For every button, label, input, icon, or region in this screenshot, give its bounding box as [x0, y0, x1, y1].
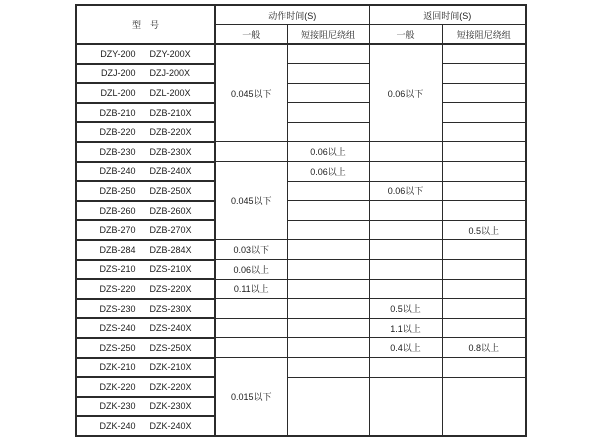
model-cell — [76, 318, 215, 338]
model-cell — [76, 103, 215, 123]
value-cell-action-general: 0.045以下 — [215, 44, 287, 142]
value-cell-action-damping — [287, 318, 369, 338]
model-cell — [76, 377, 215, 397]
table-row — [76, 377, 526, 397]
value-cell-return-general — [369, 279, 442, 299]
model-name-x-variant: DZJ-200X — [149, 68, 191, 79]
model-name-x-variant: DZS-240X — [149, 323, 192, 334]
model-name: DZK-220 — [99, 381, 136, 392]
table-row — [76, 318, 526, 338]
value-cell-return-general — [369, 377, 442, 436]
value-cell-return-damping: 0.5以上 — [442, 220, 526, 240]
model-name-x-variant: DZB-220X — [149, 127, 192, 138]
table-row — [76, 240, 526, 260]
model-name-x-variant: DZS-220X — [149, 283, 192, 294]
value-cell-return-damping — [442, 377, 526, 436]
table-row — [76, 358, 526, 378]
value-cell-return-general — [369, 240, 442, 260]
table-row — [76, 142, 526, 162]
model-name-x-variant: DZS-250X — [149, 342, 192, 353]
value-cell-action-damping: 0.06以上 — [287, 142, 369, 162]
value-cell-return-general: 0.06以下 — [369, 181, 442, 201]
value-cell-action-general — [215, 318, 287, 338]
table-row — [76, 201, 526, 221]
table-row — [76, 279, 526, 299]
value-cell-action-damping — [287, 240, 369, 260]
model-name-x-variant: DZB-270X — [149, 225, 192, 236]
value-cell-return-damping — [442, 103, 526, 123]
model-cell — [76, 201, 215, 221]
value-cell-action-general: 0.045以下 — [215, 162, 287, 240]
value-cell-action-damping — [287, 181, 369, 201]
table-row — [76, 299, 526, 319]
value-cell-action-damping — [287, 220, 369, 240]
value-cell-return-damping — [442, 83, 526, 103]
table-header — [76, 5, 526, 44]
header-return-damping: 短接阻尼绕组 — [442, 25, 526, 45]
model-name: DZS-250 — [99, 342, 136, 353]
header-action-general: 一般 — [215, 25, 287, 45]
value-cell-action-damping — [287, 299, 369, 319]
value-cell-action-damping — [287, 377, 369, 436]
model-cell — [76, 122, 215, 142]
value-cell-return-damping: 0.8以上 — [442, 338, 526, 358]
value-cell-return-damping — [442, 142, 526, 162]
value-cell-return-damping — [442, 260, 526, 280]
value-cell-return-damping — [442, 299, 526, 319]
table-row — [76, 162, 526, 182]
model-name: DZB-220 — [99, 127, 136, 138]
table-row — [76, 122, 526, 142]
header-return-general: 一般 — [369, 25, 442, 45]
value-cell-return-damping — [442, 64, 526, 84]
value-cell-action-damping — [287, 338, 369, 358]
model-cell — [76, 181, 215, 201]
model-name: DZB-260 — [99, 205, 136, 216]
value-cell-return-general — [369, 260, 442, 280]
model-name-x-variant: DZB-230X — [149, 146, 192, 157]
value-cell-action-damping — [287, 279, 369, 299]
model-cell — [76, 142, 215, 162]
value-cell-return-general — [369, 220, 442, 240]
model-name: DZS-230 — [99, 303, 136, 314]
model-name-x-variant: DZB-284X — [149, 244, 192, 255]
model-name: DZY-200 — [100, 48, 136, 59]
value-cell-return-general — [369, 201, 442, 221]
header-return-time: 返回时间(S) — [369, 5, 526, 25]
value-cell-return-general: 0.4以上 — [369, 338, 442, 358]
value-cell-action-damping: 0.06以上 — [287, 162, 369, 182]
model-name-x-variant: DZS-210X — [149, 264, 192, 275]
model-cell — [76, 416, 215, 436]
model-name-x-variant: DZB-260X — [149, 205, 192, 216]
model-cell — [76, 162, 215, 182]
model-name: DZB-240 — [99, 166, 136, 177]
value-cell-return-general: 0.06以下 — [369, 44, 442, 142]
model-cell — [76, 44, 215, 64]
table-row — [76, 338, 526, 358]
table-body — [76, 44, 526, 436]
value-cell-return-general — [369, 142, 442, 162]
model-cell — [76, 240, 215, 260]
model-cell — [76, 358, 215, 378]
table-row — [76, 260, 526, 280]
model-name: DZB-230 — [99, 146, 136, 157]
value-cell-return-damping — [442, 201, 526, 221]
value-cell-action-damping — [287, 358, 369, 378]
value-cell-action-general — [215, 142, 287, 162]
value-cell-action-general: 0.03以下 — [215, 240, 287, 260]
value-cell-return-damping — [442, 162, 526, 182]
model-cell — [76, 338, 215, 358]
value-cell-return-damping — [442, 358, 526, 378]
relay-spec-table-wrap — [75, 4, 527, 437]
model-name: DZJ-200 — [100, 68, 136, 79]
model-name-x-variant: DZK-220X — [149, 381, 192, 392]
model-name-x-variant: DZB-240X — [149, 166, 192, 177]
table-row — [76, 83, 526, 103]
value-cell-return-damping — [442, 122, 526, 142]
value-cell-action-general: 0.015以下 — [215, 358, 287, 436]
value-cell-return-general — [369, 162, 442, 182]
table-row — [76, 64, 526, 84]
model-cell — [76, 299, 215, 319]
model-name-x-variant: DZL-200X — [149, 87, 191, 98]
value-cell-action-general: 0.06以上 — [215, 260, 287, 280]
table-row — [76, 220, 526, 240]
model-name-x-variant: DZB-210X — [149, 107, 192, 118]
value-cell-action-damping — [287, 44, 369, 64]
value-cell-return-damping — [442, 318, 526, 338]
value-cell-action-general — [215, 299, 287, 319]
value-cell-action-damping — [287, 260, 369, 280]
value-cell-return-general — [369, 358, 442, 378]
value-cell-action-damping — [287, 201, 369, 221]
value-cell-action-damping — [287, 64, 369, 84]
relay-spec-table — [75, 4, 527, 437]
model-cell — [76, 260, 215, 280]
value-cell-return-general: 1.1以上 — [369, 318, 442, 338]
model-name-x-variant: DZK-210X — [149, 362, 192, 373]
value-cell-action-damping — [287, 103, 369, 123]
model-cell — [76, 220, 215, 240]
value-cell-return-damping — [442, 279, 526, 299]
table-row — [76, 103, 526, 123]
model-name-x-variant: DZK-230X — [149, 401, 192, 412]
model-name: DZK-230 — [99, 401, 136, 412]
model-name: DZK-210 — [99, 362, 136, 373]
header-row-groups — [76, 5, 526, 25]
value-cell-return-damping — [442, 181, 526, 201]
model-name-x-variant: DZB-250X — [149, 185, 192, 196]
model-cell — [76, 64, 215, 84]
model-name: DZB-270 — [99, 225, 136, 236]
header-action-damping: 短接阻尼绕组 — [287, 25, 369, 45]
value-cell-return-damping — [442, 240, 526, 260]
header-action-time: 动作时间(S) — [215, 5, 369, 25]
table-row — [76, 44, 526, 64]
value-cell-action-general — [215, 338, 287, 358]
model-name-x-variant: DZS-230X — [149, 303, 192, 314]
value-cell-return-damping — [442, 44, 526, 64]
model-name: DZS-220 — [99, 283, 136, 294]
value-cell-action-damping — [287, 122, 369, 142]
value-cell-return-general: 0.5以上 — [369, 299, 442, 319]
model-name-x-variant: DZK-240X — [149, 421, 192, 432]
table-row — [76, 181, 526, 201]
header-model: 型 号 — [76, 5, 215, 44]
model-name: DZB-210 — [99, 107, 136, 118]
model-name-x-variant: DZY-200X — [149, 48, 191, 59]
model-name: DZL-200 — [100, 87, 136, 98]
value-cell-action-damping — [287, 83, 369, 103]
model-cell — [76, 83, 215, 103]
value-cell-action-general: 0.11以上 — [215, 279, 287, 299]
model-name: DZK-240 — [99, 421, 136, 432]
model-cell — [76, 279, 215, 299]
model-name: DZB-250 — [99, 185, 136, 196]
model-name: DZB-284 — [99, 244, 136, 255]
model-name: DZS-210 — [99, 264, 136, 275]
model-name: DZS-240 — [99, 323, 136, 334]
